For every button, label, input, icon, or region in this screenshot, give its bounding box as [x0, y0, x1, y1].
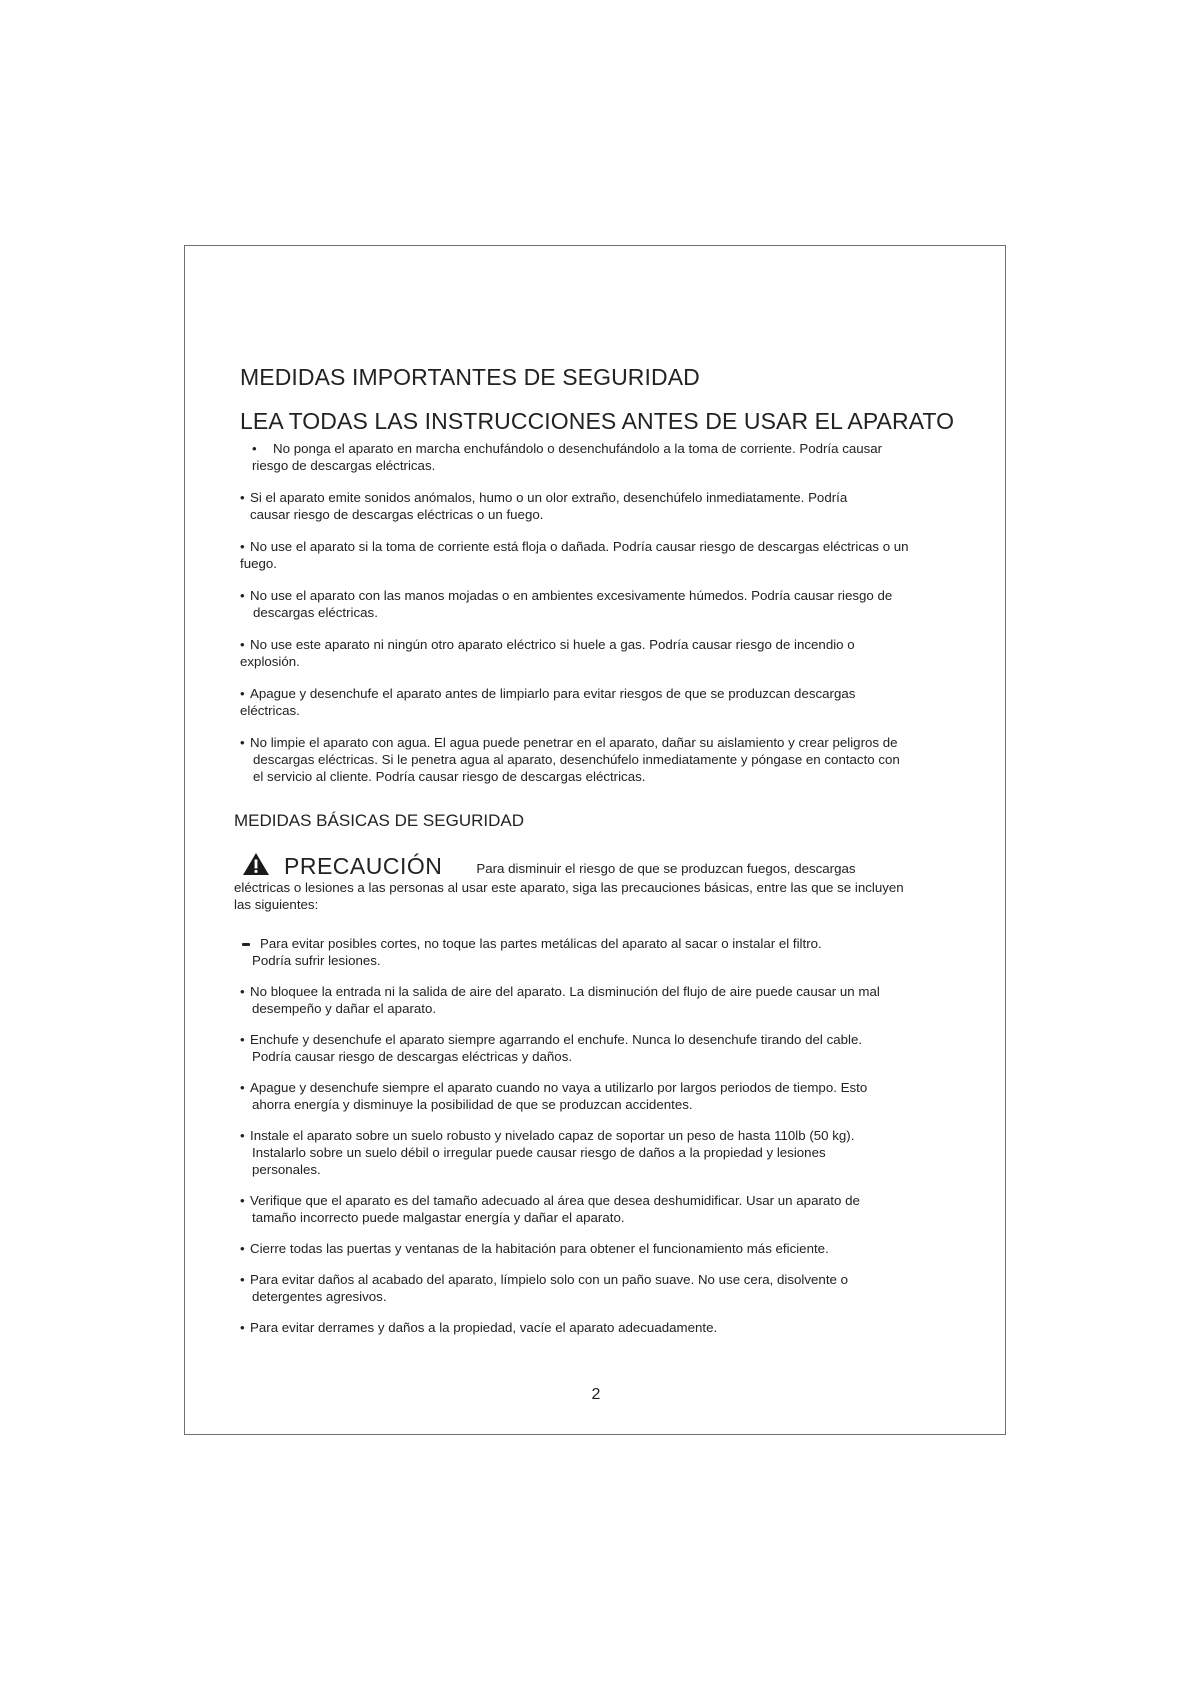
- list-item-text: descargas eléctricas. Si le penetra agua al aparato, desenchúfelo inmediatamente y póngase en contacto con: [253, 752, 900, 767]
- page-title: MEDIDAS IMPORTANTES DE SEGURIDAD: [240, 364, 700, 390]
- bullet-marker: •: [240, 1032, 245, 1047]
- caution-block: [234, 852, 956, 913]
- list-item-text: No bloquee la entrada ni la salida de aire del aparato. La disminución del flujo de aire puede causar un mal: [250, 984, 880, 999]
- list-item-text: desempeño y dañar el aparato.: [252, 1001, 437, 1016]
- page-number: 2: [591, 1386, 601, 1403]
- bullet-marker: •: [240, 1128, 245, 1143]
- list-item: [240, 440, 956, 474]
- list-item: [240, 734, 956, 785]
- bullet-marker: •: [240, 1080, 245, 1095]
- bullet-marker: •: [240, 984, 245, 999]
- caution-text: las siguientes:: [234, 897, 319, 912]
- list-item: [240, 685, 956, 719]
- caution-intro: [234, 852, 956, 877]
- page-subtitle: LEA TODAS LAS INSTRUCCIONES ANTES DE USAR EL APARATO: [240, 408, 955, 434]
- bullet-marker: •: [240, 490, 245, 505]
- list-item: [240, 538, 956, 572]
- list-item-text: ahorra energía y disminuye la posibilidad de que se produzcan accidentes.: [252, 1097, 693, 1112]
- list-item-text: Cierre todas las puertas y ventanas de la habitación para obtener el funcionamiento más eficiente.: [250, 1241, 829, 1256]
- list-item-text: Podría causar riesgo de descargas eléctricas y daños.: [252, 1049, 573, 1064]
- list-item: [240, 983, 956, 1017]
- list-item-text: Instalarlo sobre un suelo débil o irregular puede causar riesgo de daños a la propiedad y lesiones: [252, 1145, 826, 1160]
- bullet-marker: •: [252, 441, 257, 456]
- caution-label: PRECAUCIÓN: [284, 853, 443, 879]
- document-content: [234, 362, 956, 1336]
- list-item-text: descargas eléctricas.: [253, 605, 378, 620]
- list-item-text: el servicio al cliente. Podría causar riesgo de descargas eléctricas.: [253, 769, 646, 784]
- bullet-marker: •: [240, 539, 245, 554]
- list-item-text: Para evitar posibles cortes, no toque las partes metálicas del aparato al sacar o instalar el filtro.: [260, 936, 822, 951]
- list-item-text: eléctricas.: [240, 703, 300, 718]
- list-item-text: Para evitar daños al acabado del aparato, límpielo solo con un paño suave. No use cera, disolvente o: [250, 1272, 849, 1287]
- list-item-text: Para evitar derrames y daños a la propiedad, vacíe el aparato adecuadamente.: [250, 1320, 718, 1335]
- list-item-text: No use el aparato si la toma de corriente está floja o dañada. Podría causar riesgo de descargas eléctricas o un: [250, 539, 909, 554]
- list-item: [240, 636, 956, 670]
- list-item: [240, 1240, 956, 1257]
- dash-marker: [242, 943, 250, 946]
- list-item: [240, 489, 956, 523]
- list-item: [240, 1079, 956, 1113]
- bullet-marker: •: [240, 1272, 245, 1287]
- bullet-marker: •: [240, 1241, 245, 1256]
- list-item-text: Enchufe y desenchufe el aparato siempre agarrando el enchufe. Nunca lo desenchufe tirando del cable.: [250, 1032, 863, 1047]
- list-item-text: Instale el aparato sobre un suelo robusto y nivelado capaz de soportar un peso de hasta 110lb (50 kg).: [250, 1128, 855, 1143]
- basic-safety-list: [240, 935, 956, 1336]
- list-item: [240, 1127, 956, 1178]
- list-item-text: Verifique que el aparato es del tamaño adecuado al área que desea deshumidificar. Usar un aparato de: [250, 1193, 860, 1208]
- list-item-text: detergentes agresivos.: [252, 1289, 387, 1304]
- warning-triangle-icon: [242, 852, 270, 876]
- list-item-text: No limpie el aparato con agua. El agua puede penetrar en el aparato, dañar su aislamiento y crear peligros de: [250, 735, 898, 750]
- list-item: [240, 935, 956, 969]
- bullet-marker: •: [240, 637, 245, 652]
- list-item-text: riesgo de descargas eléctricas.: [252, 458, 436, 473]
- list-item: [240, 587, 956, 621]
- list-item: [240, 1271, 956, 1305]
- bullet-marker: •: [240, 735, 245, 750]
- bullet-marker: •: [240, 686, 245, 701]
- important-safety-list: [240, 440, 956, 785]
- list-item-text: No use el aparato con las manos mojadas o en ambientes excesivamente húmedos. Podría causar riesgo de: [250, 588, 893, 603]
- basic-safety-heading: MEDIDAS BÁSICAS DE SEGURIDAD: [234, 811, 525, 830]
- caution-text: Para disminuir el riesgo de que se produzcan fuegos, descargas: [476, 861, 856, 876]
- bullet-marker: •: [240, 1193, 245, 1208]
- list-item: [240, 1031, 956, 1065]
- list-item-text: No use este aparato ni ningún otro aparato eléctrico si huele a gas. Podría causar riesgo de incendio o: [250, 637, 855, 652]
- bullet-marker: •: [240, 588, 245, 603]
- list-item-text: Apague y desenchufe el aparato antes de limpiarlo para evitar riesgos de que se produzcan descargas: [250, 686, 856, 701]
- list-item-text: personales.: [252, 1162, 321, 1177]
- list-item: [240, 1319, 956, 1336]
- list-item-text: causar riesgo de descargas eléctricas o un fuego.: [250, 507, 544, 522]
- list-item-text: explosión.: [240, 654, 300, 669]
- list-item-text: Podría sufrir lesiones.: [252, 953, 381, 968]
- list-item-text: Apague y desenchufe siempre el aparato cuando no vaya a utilizarlo por largos periodos de tiempo. Esto: [250, 1080, 868, 1095]
- list-item: [240, 1192, 956, 1226]
- list-item-text: Si el aparato emite sonidos anómalos, humo o un olor extraño, desenchúfelo inmediatamente. Podría: [250, 490, 848, 505]
- list-item-text: fuego.: [240, 556, 277, 571]
- caution-text: eléctricas o lesiones a las personas al usar este aparato, siga las precauciones básicas, entre las que se incluyen: [234, 880, 904, 895]
- list-item-text: tamaño incorrecto puede malgastar energía y dañar el aparato.: [252, 1210, 625, 1225]
- list-item-text: No ponga el aparato en marcha enchufándolo o desenchufándolo a la toma de corriente. Podría causar: [273, 441, 883, 456]
- bullet-marker: •: [240, 1320, 245, 1335]
